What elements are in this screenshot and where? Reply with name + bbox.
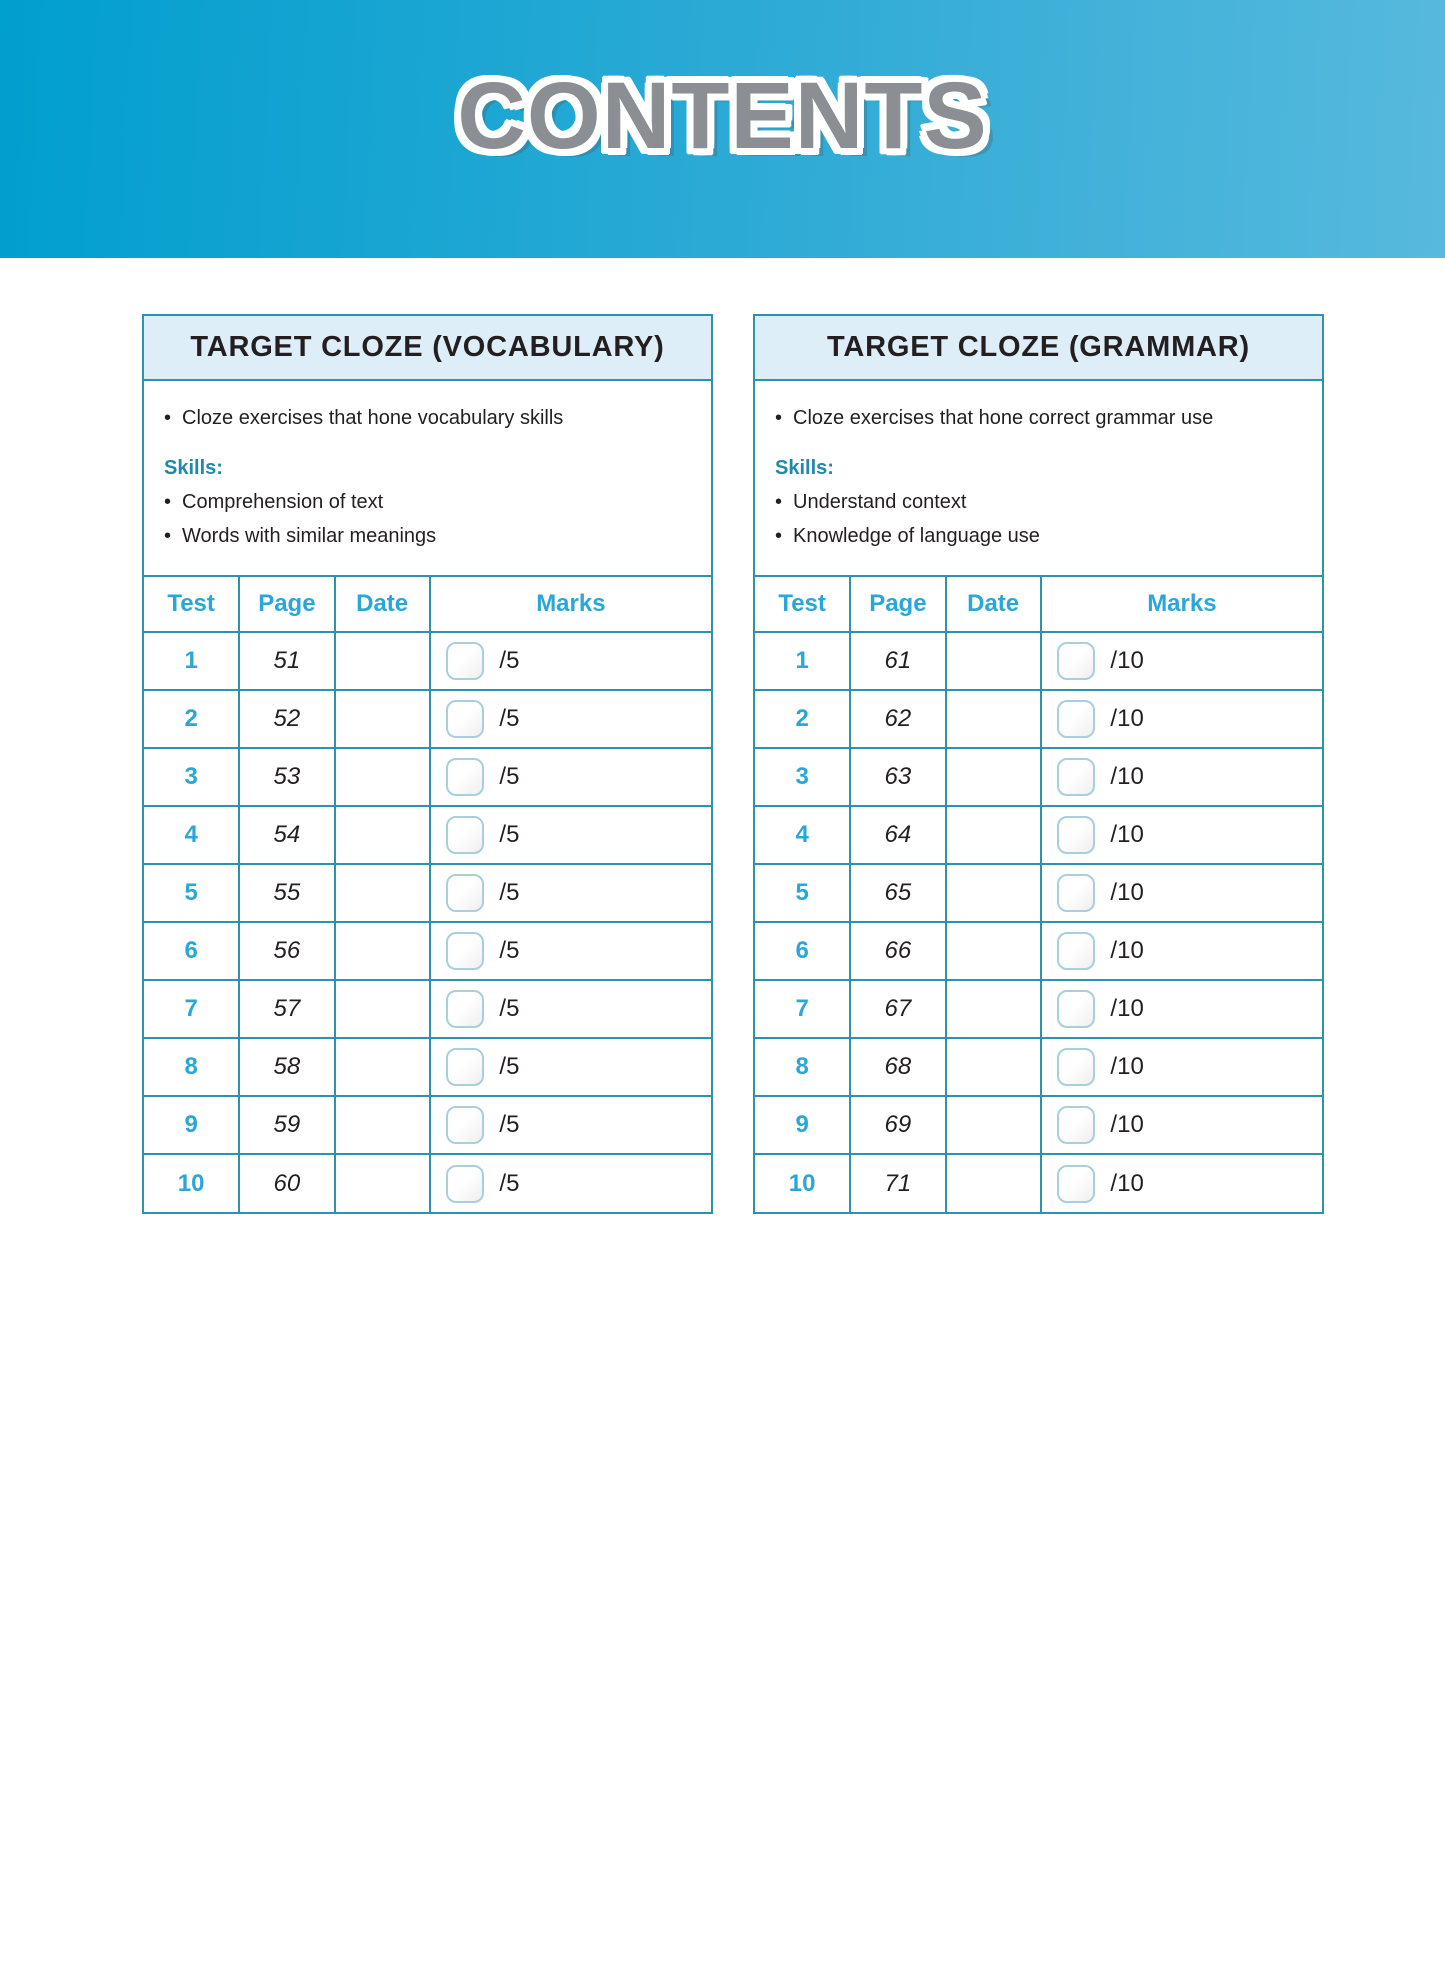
marks-denominator: /10 <box>1110 1111 1144 1138</box>
skill-item <box>164 489 691 515</box>
score-entry-box <box>446 816 484 854</box>
marks-cell <box>1041 1038 1322 1096</box>
marks-cell <box>430 980 711 1038</box>
marks-denominator: /5 <box>499 1111 520 1138</box>
page-number: 51 <box>239 632 334 690</box>
marks-cell <box>1041 632 1322 690</box>
column-header-marks: Marks <box>430 576 711 632</box>
description-text: Cloze exercises that hone correct grammar use <box>793 407 1214 429</box>
test-number: 6 <box>144 922 239 980</box>
marks-cell <box>430 1096 711 1154</box>
page-number: 68 <box>850 1038 945 1096</box>
test-number: 5 <box>144 864 239 922</box>
table-row <box>755 864 1322 922</box>
page-number: 61 <box>850 632 945 690</box>
test-number: 4 <box>755 806 850 864</box>
marks-cell <box>1041 748 1322 806</box>
marks-denominator: /10 <box>1110 995 1144 1022</box>
table-row <box>144 632 711 690</box>
vocabulary-card-title: TARGET CLOZE (VOCABULARY) <box>144 316 711 381</box>
page-number: 55 <box>239 864 334 922</box>
table-row <box>144 806 711 864</box>
test-number: 2 <box>755 690 850 748</box>
table-row <box>755 1038 1322 1096</box>
score-entry-box <box>1057 874 1095 912</box>
date-cell <box>946 690 1041 748</box>
page-number: 62 <box>850 690 945 748</box>
score-entry-box <box>1057 932 1095 970</box>
table-row <box>144 864 711 922</box>
score-entry-box <box>1057 700 1095 738</box>
marks-cell <box>430 748 711 806</box>
test-number: 3 <box>755 748 850 806</box>
test-number: 10 <box>144 1154 239 1212</box>
date-cell <box>335 1038 430 1096</box>
skill-text: Comprehension of text <box>182 491 384 513</box>
score-entry-box <box>1057 1106 1095 1144</box>
marks-cell <box>430 632 711 690</box>
marks-cell <box>430 690 711 748</box>
score-entry-box <box>1057 1048 1095 1086</box>
table-row <box>144 1154 711 1212</box>
score-entry-box <box>446 1048 484 1086</box>
table-row <box>144 1038 711 1096</box>
page-number: 71 <box>850 1154 945 1212</box>
description-bullet <box>164 405 691 431</box>
column-header-page: Page <box>850 576 945 632</box>
date-cell <box>946 1096 1041 1154</box>
test-number: 7 <box>755 980 850 1038</box>
page-number: 66 <box>850 922 945 980</box>
marks-denominator: /10 <box>1110 879 1144 906</box>
marks-cell <box>430 864 711 922</box>
test-number: 2 <box>144 690 239 748</box>
table-row <box>755 632 1322 690</box>
table-row <box>755 1154 1322 1212</box>
date-cell <box>946 864 1041 922</box>
marks-denominator: /10 <box>1110 1053 1144 1080</box>
date-cell <box>335 1154 430 1212</box>
date-cell <box>946 632 1041 690</box>
contents-banner <box>0 0 1445 258</box>
grammar-card <box>753 314 1324 1214</box>
page-title: CONTENTS <box>457 62 988 169</box>
table-row <box>755 806 1322 864</box>
test-number: 8 <box>755 1038 850 1096</box>
bullet-glyph: • <box>164 491 172 513</box>
date-cell <box>946 1038 1041 1096</box>
date-cell <box>335 980 430 1038</box>
table-row <box>144 922 711 980</box>
column-header-page: Page <box>239 576 334 632</box>
skill-text: Words with similar meanings <box>182 525 437 547</box>
marks-denominator: /5 <box>499 995 520 1022</box>
score-entry-box <box>446 700 484 738</box>
page-number: 64 <box>850 806 945 864</box>
skills-label: Skills: <box>164 457 223 479</box>
marks-cell <box>1041 690 1322 748</box>
bullet-glyph: • <box>775 491 783 513</box>
test-number: 4 <box>144 806 239 864</box>
test-number: 1 <box>755 632 850 690</box>
bullet-glyph: • <box>775 407 783 429</box>
skill-item <box>775 489 1302 515</box>
date-cell <box>335 632 430 690</box>
score-entry-box <box>1057 990 1095 1028</box>
test-number: 1 <box>144 632 239 690</box>
vocabulary-card <box>142 314 713 1214</box>
score-entry-box <box>1057 758 1095 796</box>
score-entry-box <box>1057 816 1095 854</box>
score-entry-box <box>1057 642 1095 680</box>
skills-label: Skills: <box>775 457 834 479</box>
column-header-date: Date <box>335 576 430 632</box>
marks-denominator: /10 <box>1110 1169 1144 1197</box>
table-row <box>755 980 1322 1038</box>
page-number: 52 <box>239 690 334 748</box>
marks-denominator: /10 <box>1110 705 1144 732</box>
table-row <box>755 922 1322 980</box>
vocabulary-card-description <box>144 381 711 575</box>
date-cell <box>335 806 430 864</box>
skill-text: Understand context <box>793 491 967 513</box>
column-header-marks: Marks <box>1041 576 1322 632</box>
marks-denominator: /5 <box>499 1169 520 1197</box>
header-row <box>755 576 1322 632</box>
score-entry-box <box>446 1106 484 1144</box>
skill-item <box>775 523 1302 549</box>
score-entry-box <box>1057 1165 1095 1203</box>
date-cell <box>335 864 430 922</box>
contents-tables <box>142 314 1324 1214</box>
score-entry-box <box>446 932 484 970</box>
marks-denominator: /10 <box>1110 821 1144 848</box>
page-number: 67 <box>850 980 945 1038</box>
marks-denominator: /10 <box>1110 937 1144 964</box>
score-entry-box <box>446 1165 484 1203</box>
test-number: 10 <box>755 1154 850 1212</box>
bullet-glyph: • <box>164 407 172 429</box>
marks-denominator: /5 <box>499 821 520 848</box>
page-number: 63 <box>850 748 945 806</box>
marks-cell <box>1041 980 1322 1038</box>
score-entry-box <box>446 990 484 1028</box>
column-header-test: Test <box>755 576 850 632</box>
date-cell <box>946 1154 1041 1212</box>
marks-cell <box>430 1038 711 1096</box>
date-cell <box>946 980 1041 1038</box>
score-entry-box <box>446 642 484 680</box>
score-entry-box <box>446 758 484 796</box>
table-row <box>144 980 711 1038</box>
description-bullet <box>775 405 1302 431</box>
page-number: 56 <box>239 922 334 980</box>
test-number: 8 <box>144 1038 239 1096</box>
score-entry-box <box>446 874 484 912</box>
page-number: 58 <box>239 1038 334 1096</box>
date-cell <box>335 748 430 806</box>
column-header-test: Test <box>144 576 239 632</box>
marks-cell <box>430 922 711 980</box>
skill-text: Knowledge of language use <box>793 525 1040 547</box>
marks-denominator: /5 <box>499 937 520 964</box>
column-header-date: Date <box>946 576 1041 632</box>
marks-denominator: /10 <box>1110 647 1144 674</box>
page-number: 57 <box>239 980 334 1038</box>
table-row <box>755 748 1322 806</box>
marks-cell <box>1041 806 1322 864</box>
marks-denominator: /5 <box>499 763 520 790</box>
date-cell <box>335 922 430 980</box>
page-number: 54 <box>239 806 334 864</box>
marks-cell <box>1041 922 1322 980</box>
page-number: 69 <box>850 1096 945 1154</box>
marks-cell <box>1041 864 1322 922</box>
test-number: 3 <box>144 748 239 806</box>
marks-cell <box>1041 1096 1322 1154</box>
page-number: 59 <box>239 1096 334 1154</box>
date-cell <box>335 690 430 748</box>
table-row <box>144 748 711 806</box>
date-cell <box>335 1096 430 1154</box>
skill-item <box>164 523 691 549</box>
test-number: 9 <box>755 1096 850 1154</box>
bullet-glyph: • <box>164 525 172 547</box>
grammar-card-title: TARGET CLOZE (GRAMMAR) <box>755 316 1322 381</box>
table-row <box>144 1096 711 1154</box>
date-cell <box>946 922 1041 980</box>
bullet-glyph: • <box>775 525 783 547</box>
table-row <box>144 690 711 748</box>
table-row <box>755 690 1322 748</box>
description-text: Cloze exercises that hone vocabulary skills <box>182 407 564 429</box>
marks-denominator: /10 <box>1110 763 1144 790</box>
marks-denominator: /5 <box>499 647 520 674</box>
marks-denominator: /5 <box>499 705 520 732</box>
marks-denominator: /5 <box>499 1053 520 1080</box>
test-number: 9 <box>144 1096 239 1154</box>
table-row <box>755 1096 1322 1154</box>
page-number: 65 <box>850 864 945 922</box>
page-number: 60 <box>239 1154 334 1212</box>
marks-denominator: /5 <box>499 879 520 906</box>
page-number: 53 <box>239 748 334 806</box>
date-cell <box>946 806 1041 864</box>
grammar-score-table <box>755 575 1322 1212</box>
header-row <box>144 576 711 632</box>
date-cell <box>946 748 1041 806</box>
marks-cell <box>430 806 711 864</box>
grammar-card-description <box>755 381 1322 575</box>
test-number: 7 <box>144 980 239 1038</box>
test-number: 6 <box>755 922 850 980</box>
vocabulary-score-table <box>144 575 711 1212</box>
marks-cell <box>430 1154 711 1212</box>
marks-cell <box>1041 1154 1322 1212</box>
test-number: 5 <box>755 864 850 922</box>
